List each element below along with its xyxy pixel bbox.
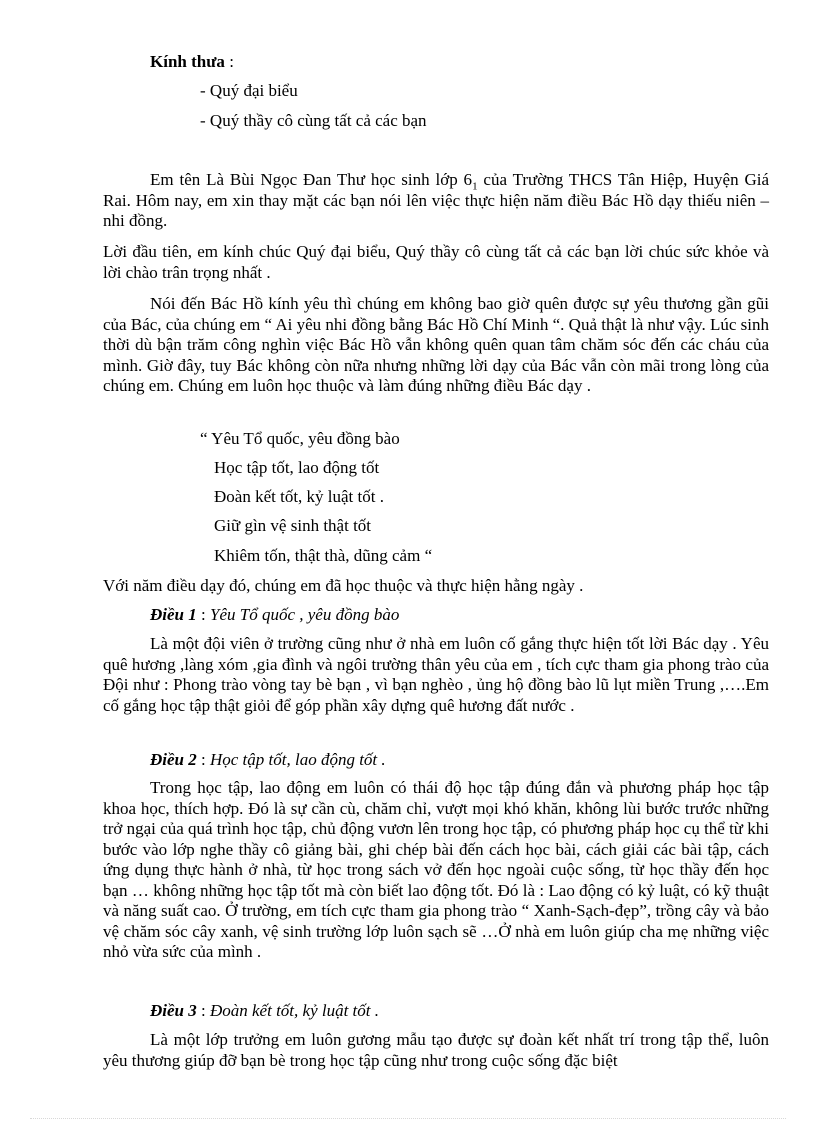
dieu3-title: Đoàn kết tốt, kỷ luật tốt . xyxy=(209,1001,380,1020)
dieu1-sep: : xyxy=(196,605,210,624)
intro-text-b: của Trường THCS Tân Hiệp, Huyện Giá Rai. Hôm nay, em xin thay mặt các bạn nói lên việc thực hiện năm điều Bác Hồ dạy thiếu niên –nhi đồng. xyxy=(103,170,769,230)
class-subscript: 1 xyxy=(472,180,478,193)
bac-ho-paragraph: Nói đến Bác Hồ kính yêu thì chúng em không bao giờ quên được sự yêu thương gần gũi của Bác, của chúng em “ Ai yêu nhi đồng bằng Bác Hồ Chí Minh “. Quả thật là như vậy. Lúc sinh thời dù bận trăm công nghìn việc Bác Hồ vẫn không quên quan tâm chăm sóc đến các cháu của mình. Giờ đây, tuy Bác không còn nữa nhưng những lời dạy của Bác vẫn còn mãi trong lòng của chúng em. Chúng em luôn học thuộc và làm đúng những điều Bác dạy . xyxy=(103,294,769,395)
poem-line: “ Yêu Tổ quốc, yêu đồng bào xyxy=(200,429,400,448)
dieu1-title: Yêu Tổ quốc , yêu đồng bào xyxy=(209,605,400,624)
dieu1-heading xyxy=(150,605,399,626)
wish-paragraph: Lời đầu tiên, em kính chúc Quý đại biểu, Quý thầy cô cùng tất cả các bạn lời chúc sức khỏe và lời chào trân trọng nhất . xyxy=(103,242,769,282)
poem-line: Giữ gìn vệ sinh thật tốt xyxy=(214,516,372,535)
dieu3-label: Điều 3 xyxy=(150,1001,197,1020)
salutation-title: Kính thưa xyxy=(150,52,225,71)
poem-line: Khiêm tốn, thật thà, dũng cảm “ xyxy=(214,546,433,565)
dieu2-paragraph: Trong học tập, lao động em luôn có thái độ học tập đúng đắn và phương pháp học tập khoa học, thích hợp. Đó là sự cần cù, chăm chỉ, vượt mọi khó khăn, không lùi bước trước những trở ngại của quá trình học tập, chủ động vươn lên trong học tập, có phương pháp học cụ thể từ khi bước vào lớp nghe thầy cô giảng bài, ghi chép bài đến cách học bài, cách giải các bài tập, cách ứng dụng thực hành ở nhà, từ học trong sách vở đến học ngoài cuộc sống, từ học thầy đến học bạn … không những học tập tốt mà còn biết lao động tốt. Đó là : Lao động có kỷ luật, có kỹ thuật và năng suất cao. Ở trường, em tích cực tham gia phong trào “ Xanh-Sạch-đẹp”, trồng cây và bảo vệ chăm sóc cây xanh, vệ sinh trường lớp luôn sạch sẽ …Ở nhà em luôn giúp cha mẹ những việc nhỏ vừa sức của mình . xyxy=(103,778,769,961)
dieu1-paragraph: Là một đội viên ở trường cũng như ở nhà em luôn cố gắng thực hiện tốt lời Bác dạy . Yêu quê hương ,làng xóm ,gia đình và ngôi trường thân yêu của em , tích cực tham gia phong trào của Đội như : Phong trào vòng tay bè bạn , vì bạn nghèo , ủng hộ đồng bào lũ lụt miền Trung ,….Em cố gắng học tập thật giỏi để góp phần xây dựng quê hương đất nước . xyxy=(103,634,769,715)
poem-line: Học tập tốt, lao động tốt xyxy=(214,458,380,477)
intro-paragraph xyxy=(103,170,769,232)
dieu2-title: Học tập tốt, lao động tốt . xyxy=(209,750,386,769)
page-bottom-divider xyxy=(30,1118,786,1119)
after-poem-line: Với năm điều dạy đó, chúng em đã học thuộc và thực hiện hằng ngày . xyxy=(103,576,584,595)
salutation-item: - Quý thầy cô cùng tất cả các bạn xyxy=(200,111,427,130)
dieu2-heading xyxy=(150,750,386,771)
salutation-line xyxy=(150,52,234,73)
salutation-item: - Quý đại biểu xyxy=(200,81,298,100)
dieu3-sep: : xyxy=(196,1001,210,1020)
dieu1-label: Điều 1 xyxy=(150,605,197,624)
intro-text-a: Em tên Là Bùi Ngọc Đan Thư học sinh lớp 6 xyxy=(150,170,473,189)
dieu3-paragraph: Là một lớp trưởng em luôn gương mẫu tạo được sự đoàn kết nhất trí trong tập thể, luôn yêu thương giúp đỡ bạn bè trong học tập cũng như trong cuộc sống đặc biệt xyxy=(103,1030,769,1070)
dieu2-sep: : xyxy=(196,750,210,769)
poem-line: Đoàn kết tốt, kỷ luật tốt . xyxy=(214,487,384,506)
dieu2-label: Điều 2 xyxy=(150,750,197,769)
dieu3-heading xyxy=(150,1001,379,1022)
salutation-colon: : xyxy=(224,52,234,71)
